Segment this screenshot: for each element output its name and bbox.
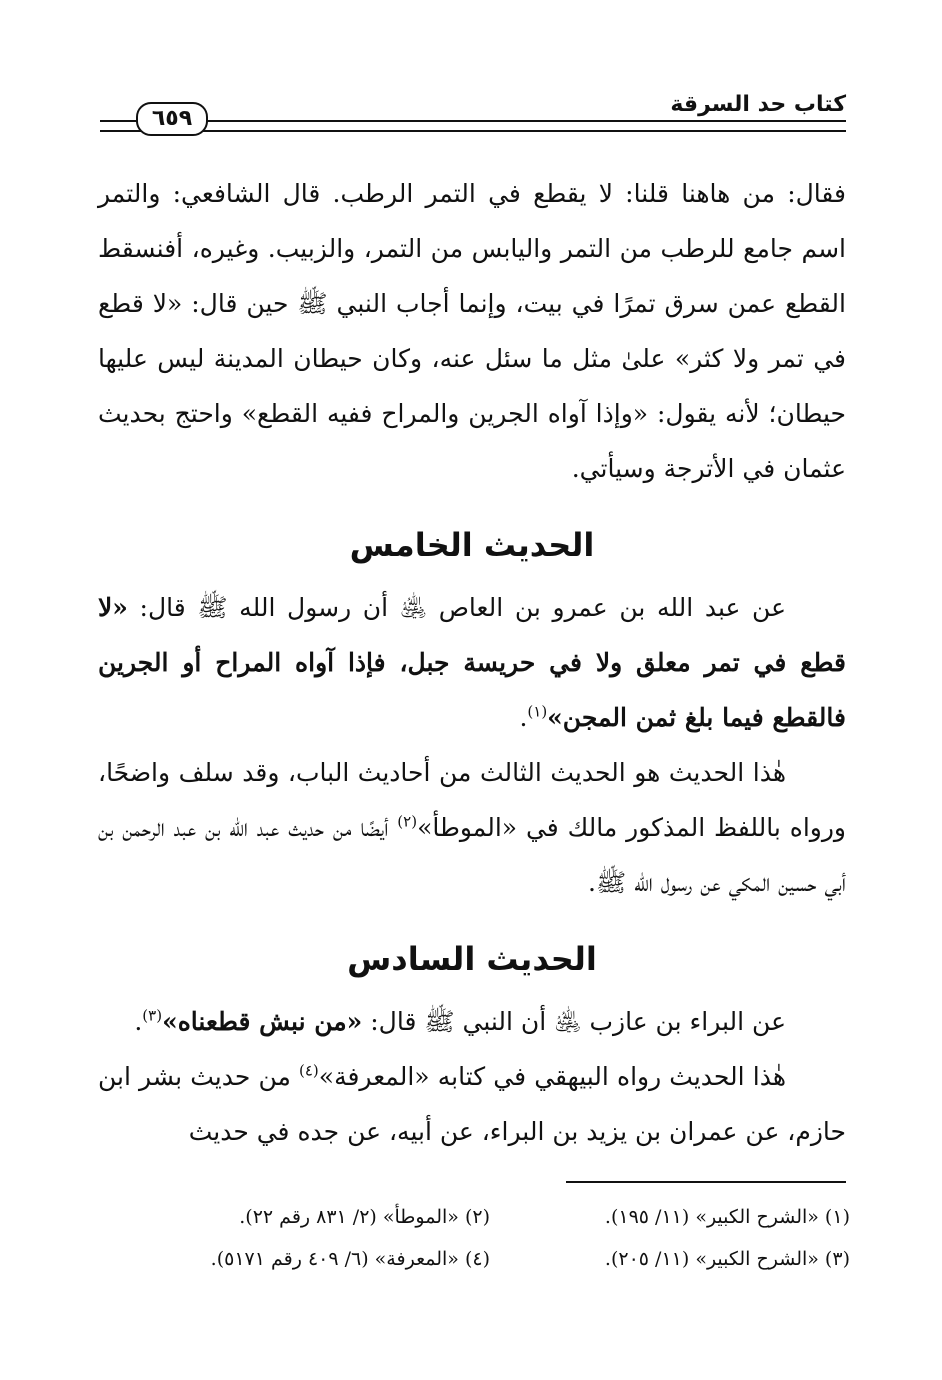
- footnote-ref-3[interactable]: (٣): [142, 1006, 163, 1025]
- footnote-row: [150, 1196, 850, 1238]
- heading-hadith-6: الحديث السادس: [347, 940, 597, 978]
- paragraph-1: فقال: من هاهنا قلنا: لا يقطع في التمر الرطب. قال الشافعي: والتمر اسم جامع للرطب من التمر واليابس من التمر، والزبيب. وغيره، أفنسقط القطع عمن سرق تمرًا في بيت، وإنما أجاب النبي ﷺ حين قال: «لا قطع في تمر ولا كثر» علىٰ مثل ما سئل عنه، وكان حيطان المدينة ليس عليها حيطان؛ لأنه يقول: «وإذا آواه الجرين والمراح ففيه القطع» واحتج بحديث عثمان في الأترجة وسيأتي.: [98, 179, 846, 483]
- paragraph-3-part-b: أيضًا من حديث عبد الله بن عبد الرحمن بن أبي حسين المكي عن رسول الله ﷺ.: [98, 813, 846, 897]
- heading-hadith-5: الحديث الخامس: [349, 526, 595, 564]
- running-title: كتاب حد السرقة: [670, 92, 846, 117]
- paragraph-5: [98, 1049, 846, 1159]
- hadith-6-intro: عن البراء بن عازب ﵁ أن النبي ﷺ قال:: [362, 1007, 786, 1036]
- main-text: [98, 166, 846, 1159]
- footnotes: [150, 1196, 850, 1280]
- footnote-row: [150, 1238, 850, 1280]
- footnote-ref-1[interactable]: (١): [527, 702, 548, 721]
- page-number: ٦٥٩: [136, 102, 208, 136]
- paragraph-3: [98, 745, 846, 910]
- paragraph-hadith-5: [98, 580, 846, 745]
- paragraph-5-part-b: من حديث بشر ابن حازم، عن عمران بن يزيد بن البراء، عن أبيه، عن جده في حديث: [98, 1062, 846, 1146]
- paragraph-hadith-6: [98, 994, 846, 1049]
- hadith-6-quote: «من نبش قطعناه»: [162, 1007, 363, 1036]
- footnote-separator: [566, 1181, 846, 1183]
- hadith-5-intro: عن عبد الله بن عمرو بن العاص ﵁ أن رسول الله ﷺ قال:: [127, 593, 786, 622]
- footnote-2: (٢) «الموطأ» (٢/ ٨٣١ رقم ٢٢).: [239, 1206, 490, 1228]
- header-rule: [100, 120, 846, 132]
- footnote-1: (١) «الشرح الكبير» (١١/ ١٩٥).: [604, 1206, 850, 1228]
- hadith-5-quote: «لا قطع في تمر معلق ولا في حريسة جبل، فإذا آواه المراح أو الجرين فالقطع فيما بلغ ثمن المجن»: [98, 593, 846, 732]
- hadith-5-end: .: [519, 703, 528, 732]
- footnote-ref-4[interactable]: (٤): [299, 1061, 319, 1080]
- footnote-4: (٤) «المعرفة» (٦/ ٤٠٩ رقم ٥١٧١).: [210, 1248, 490, 1270]
- footnote-ref-2[interactable]: (٢): [397, 812, 418, 831]
- hadith-6-end: .: [134, 1007, 143, 1036]
- paragraph-3-part-a: هٰذا الحديث هو الحديث الثالث من أحاديث الباب، وقد سلف واضحًا، ورواه باللفظ المذكور مالك في «الموطأ»: [98, 758, 846, 842]
- page-header: [100, 88, 846, 136]
- paragraph-5-part-a: هٰذا الحديث رواه البيهقي في كتابه «المعرفة»: [318, 1062, 786, 1091]
- footnote-3: (٣) «الشرح الكبير» (١١/ ٢٠٥).: [604, 1248, 850, 1270]
